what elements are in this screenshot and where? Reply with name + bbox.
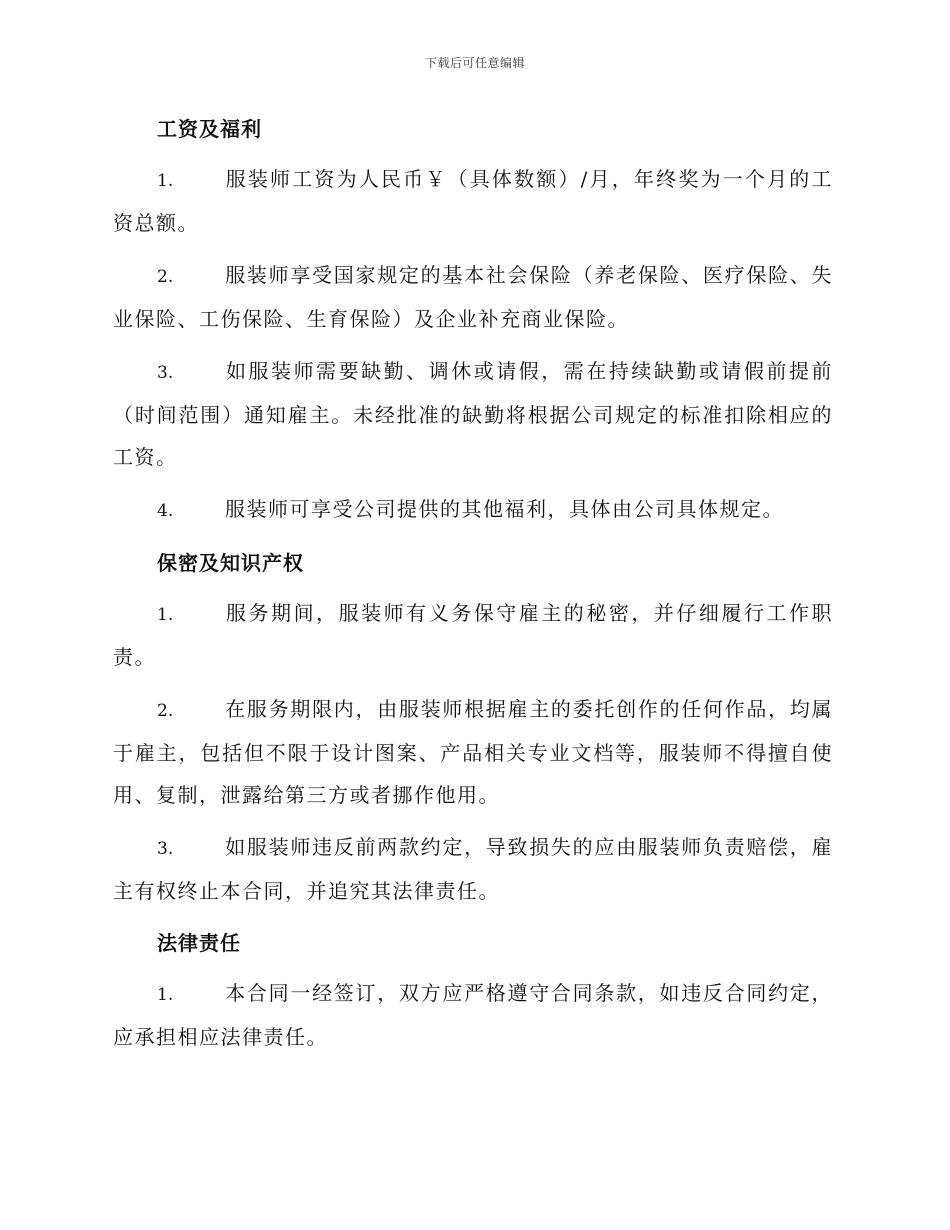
document-body — [113, 108, 833, 1068]
section-legal-liability — [113, 922, 833, 1058]
clause-text: 服装师享受国家规定的基本社会保险（养老保险、医疗保险、失业保险、工伤保险、生育保险）及企业补充商业保险。 — [113, 263, 833, 331]
section-salary-benefits — [113, 108, 833, 532]
clause — [113, 688, 833, 816]
clause-text: 服务期间，服装师有义务保守雇主的秘密，并仔细履行工作职责。 — [113, 601, 833, 669]
clause — [113, 254, 833, 340]
clause-text: 如服装师需要缺勤、调休或请假，需在持续缺勤或请假前提前（时间范围）通知雇主。未经批准的缺勤将根据公司规定的标准扣除相应的工资。 — [113, 359, 833, 469]
clause-number: 2. — [157, 267, 174, 287]
page-header-note: 下载后可任意编辑 — [424, 56, 525, 70]
clause-number: 3. — [157, 363, 174, 383]
section-confidentiality-ip — [113, 542, 833, 912]
section-title: 保密及知识产权 — [157, 551, 304, 575]
clause-number: 1. — [157, 605, 174, 625]
clause-number: 3. — [157, 839, 174, 859]
section-title: 工资及福利 — [157, 117, 262, 141]
clause — [113, 826, 833, 912]
clause-text: 服装师可享受公司提供的其他福利，具体由公司具体规定。 — [225, 497, 784, 521]
clause — [113, 592, 833, 678]
clause-text: 如服装师违反前两款约定，导致损失的应由服装师负责赔偿，雇主有权终止本合同，并追究其法律责任。 — [113, 835, 833, 903]
clause — [113, 158, 833, 244]
section-title: 法律责任 — [157, 931, 241, 955]
clause — [113, 350, 833, 478]
clause — [113, 972, 833, 1058]
clause-text: 本合同一经签订，双方应严格遵守合同条款，如违反合同约定，应承担相应法律责任。 — [113, 981, 833, 1049]
clause-number: 1. — [157, 985, 174, 1005]
clause — [113, 488, 833, 532]
clause-number: 1. — [157, 171, 174, 191]
clause-text: 服装师工资为人民币￥（具体数额）/月，年终奖为一个月的工资总额。 — [113, 167, 833, 235]
clause-number: 4. — [157, 501, 174, 521]
clause-number: 2. — [157, 701, 174, 721]
clause-text: 在服务期限内，由服装师根据雇主的委托创作的任何作品，均属于雇主，包括但不限于设计图案、产品相关专业文档等，服装师不得擅自使用、复制，泄露给第三方或者挪作他用。 — [113, 697, 833, 807]
